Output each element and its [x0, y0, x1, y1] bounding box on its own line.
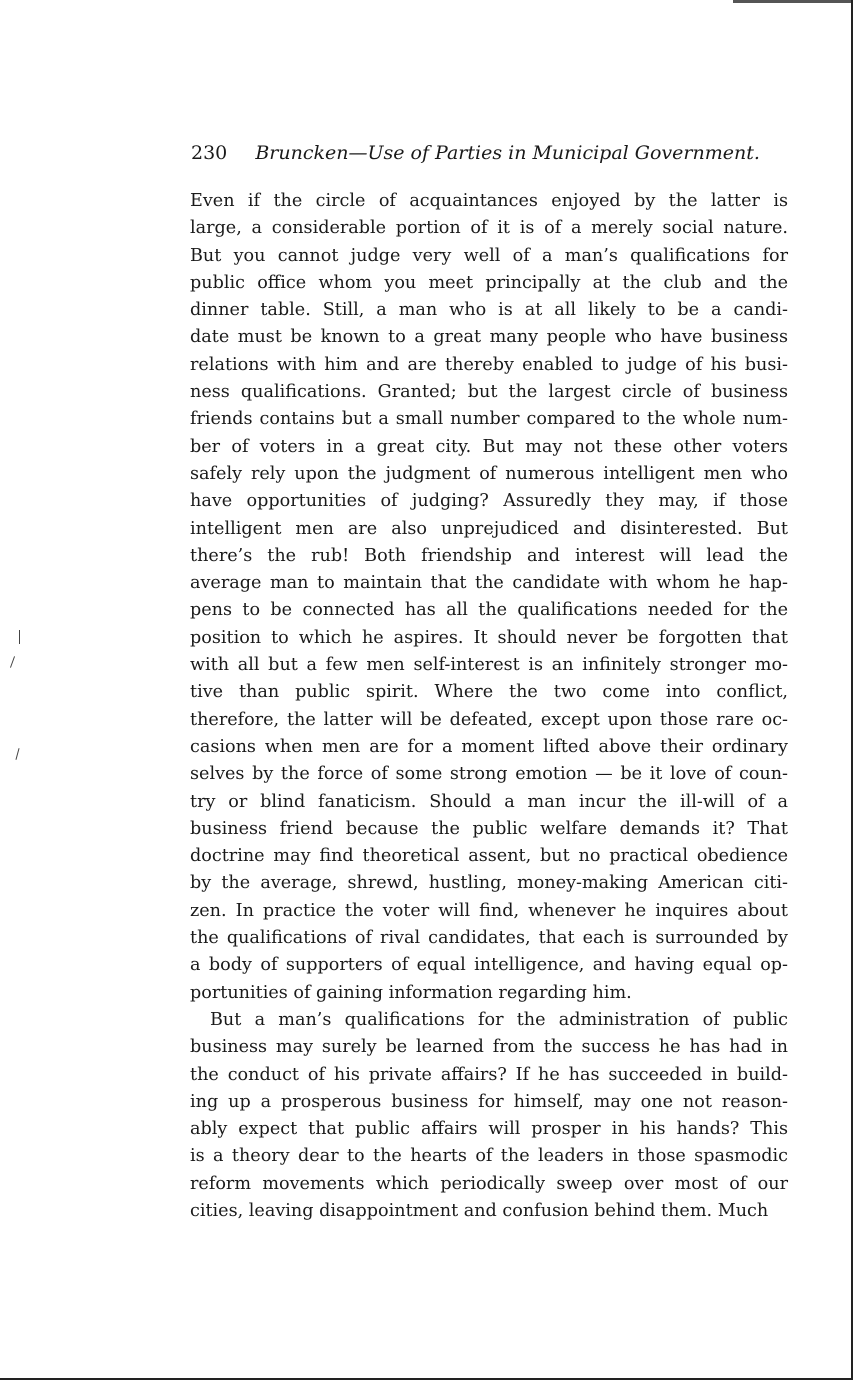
text-line: by the average, shrewd, hustling, money-making American citi- — [190, 873, 788, 894]
text-line: dinner table. Still, a man who is at all likely to be a candi- — [190, 300, 788, 321]
text-line: doctrine may find theoretical assent, but no practical obedience — [190, 846, 788, 867]
text-line: is a theory dear to the hearts of the leaders in those spasmodic — [190, 1146, 788, 1167]
margin-mark — [10, 656, 15, 668]
text-line: cities, leaving disappointment and confusion behind them. Much — [190, 1200, 769, 1221]
text-line: have opportunities of judging? Assuredly they may, if those — [190, 491, 788, 512]
text-line: Even if the circle of acquaintances enjoyed by the latter is — [190, 191, 788, 211]
text-line: casions when men are for a moment lifted above their ordinary — [190, 736, 788, 757]
text-line: ness qualifications. Granted; but the largest circle of business — [190, 382, 788, 403]
text-line: ably expect that public affairs will prosper in his hands? This — [190, 1119, 788, 1140]
text-line: tive than public spirit. Where the two come into conflict, — [190, 682, 788, 703]
text-line: friends contains but a small number compared to the whole num- — [190, 409, 788, 430]
text-line: relations with him and are thereby enabled to judge of his busi- — [190, 354, 788, 375]
body-text — [190, 188, 788, 1225]
text-line: pens to be connected has all the qualifications needed for the — [190, 600, 788, 621]
text-line: the qualifications of rival candidates, that each is surrounded by — [190, 928, 788, 949]
margin-mark — [19, 630, 20, 644]
text-line: zen. In practice the voter will find, whenever he inquires about — [190, 900, 788, 921]
text-line: reform movements which periodically sweep over most of our — [190, 1173, 788, 1194]
margin-mark — [15, 748, 19, 760]
text-line: ing up a prosperous business for himself, may one not reason- — [190, 1091, 788, 1112]
text-line: date must be known to a great many people who have business — [190, 327, 788, 348]
text-line: large, a considerable portion of it is of a merely social nature. — [190, 218, 788, 239]
text-line: try or blind fanaticism. Should a man incur the ill-will of a — [190, 791, 788, 812]
page-number: 230 — [191, 142, 228, 164]
text-line: average man to maintain that the candidate with whom he hap- — [190, 573, 788, 594]
text-line: there’s the rub! Both friendship and interest will lead the — [190, 545, 788, 566]
text-line: ber of voters in a great city. But may not these other voters — [190, 436, 788, 457]
text-line: But you cannot judge very well of a man’s qualifications for — [190, 245, 788, 266]
paragraph — [190, 1007, 788, 1225]
text-line: intelligent men are also unprejudiced and disinterested. But — [190, 518, 788, 539]
text-line: selves by the force of some strong emotion — be it love of coun- — [190, 764, 788, 785]
text-line: portunities of gaining information regarding him. — [190, 982, 632, 1003]
paragraph — [190, 188, 788, 1007]
text-line: therefore, the latter will be defeated, except upon those rare oc- — [190, 709, 788, 730]
text-line: public office whom you meet principally at the club and the — [190, 272, 788, 293]
text-line: business may surely be learned from the success he has had in — [190, 1037, 788, 1058]
text-line: with all but a few men self-interest is an infinitely stronger mo- — [190, 655, 788, 676]
text-line: the conduct of his private affairs? If he has succeeded in build- — [190, 1064, 788, 1085]
text-line: safely rely upon the judgment of numerous intelligent men who — [190, 463, 788, 484]
running-title: Bruncken—Use of Parties in Municipal Government. — [255, 142, 760, 164]
text-line: business friend because the public welfare demands it? That — [190, 818, 788, 839]
running-head — [191, 142, 791, 164]
text-line: a body of supporters of equal intelligence, and having equal op- — [190, 955, 788, 976]
text-line: But a man’s qualifications for the administration of public — [210, 1009, 788, 1030]
page-edge-top — [733, 0, 853, 3]
text-line: position to which he aspires. It should never be forgotten that — [190, 627, 788, 648]
